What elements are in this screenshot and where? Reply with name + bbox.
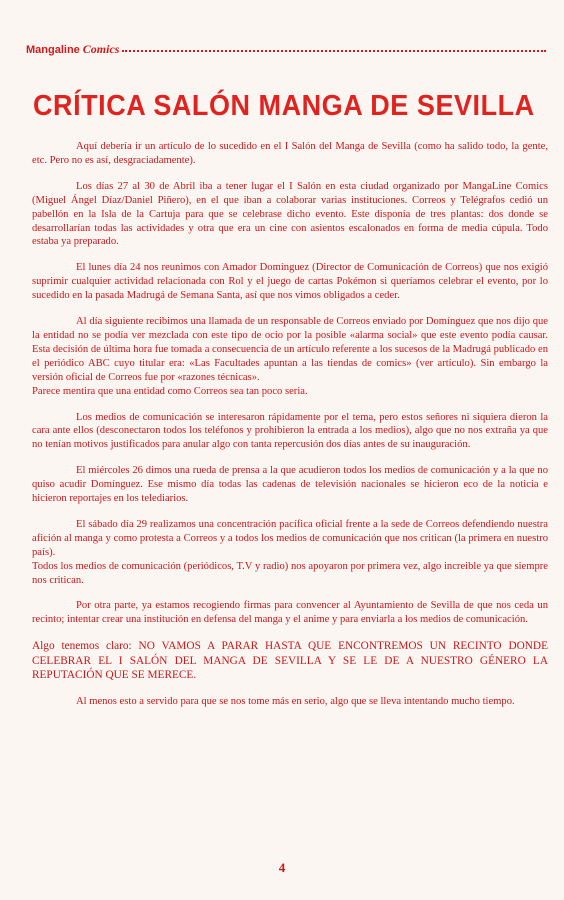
paragraph: El lunes día 24 nos reunimos con Amador Domínguez (Director de Comunicación de Correos) que nos exigió suprimir cualquier actividad relacionada con Rol y el juego de cartas Pokémon si queríamos celebrar el evento, por lo sucedido en la pasada Madrugá de Semana Santa, así que nos vimos obligados a ceder. xyxy=(32,262,548,302)
paragraph: Algo tenemos claro: NO VAMOS A PARAR HASTA QUE ENCONTREMOS UN RECINTO DONDE CELEBRAR EL I SALÓN DEL MANGA DE SEVILLA Y SE LE DE A NUESTRO GÉNERO LA REPUTACIÓN QUE SE MERECE. xyxy=(32,640,548,682)
paragraph: Por otra parte, ya estamos recogiendo firmas para convencer al Ayuntamiento de Sevilla de que nos ceda un recinto; intentar crear una institución en defensa del manga y el anime y para enviarla a los medios de comunicación. xyxy=(32,600,548,626)
paragraph: Parece mentira que una entidad como Correos sea tan poco seria. xyxy=(32,385,308,397)
brand-main: Mangaline xyxy=(26,44,80,56)
header-rule xyxy=(122,50,546,52)
article-body xyxy=(32,140,548,721)
paragraph: Aquí debería ir un artículo de lo sucedido en el I Salón del Manga de Sevilla (como ha salido todo, la gente, etc. Pero no es así, desgraciadamente). xyxy=(32,141,548,166)
paragraph: El miércoles 26 dimos una rueda de prensa a la que acudieron todos los medios de comunicación y a la que no quiso acudir Domínguez. Ese mismo día todas las cadenas de televisión nacionales se hicieron eco de la noticia e hicieron reportajes en los telediarios. xyxy=(32,465,548,505)
running-header xyxy=(26,42,546,57)
paragraph: Todos los medios de comunicación (periódicos, T.V y radio) nos apoyaron por primera vez, algo increible ya que siempre nos critican. xyxy=(32,560,548,586)
brand-logo xyxy=(26,42,119,57)
paragraph: El sábado día 29 realizamos una concentración pacífica oficial frente a la sede de Correos defendiendo nuestra afición al manga y como protesta a Correos y a todos los medios de comunicación que nos critican (la primera en nuestro país). xyxy=(32,518,548,558)
paragraph: Los días 27 al 30 de Abril iba a tener lugar el I Salón en esta ciudad organizado por MangaLine Comics (Miguel Ángel Díaz/Daniel Piñero), en el que iban a colaborar varias instituciones. Correos y Telégrafos cedió un pabellón en la Isla de la Cartuja para que se celebrase dicho evento. Este disponía de tres plantas: dos donde se desarrollarían todas las actividades y otra que era un cine con asientos escalonados en forma de media cúpula. Todo estaba ya preparado. xyxy=(32,180,548,248)
brand-italic: Comics xyxy=(82,42,120,56)
paragraph: Los medios de comunicación se interesaron rápidamente por el tema, pero estos señores ni siquiera dieron la cara ante ellos (desconectaron todos los teléfonos y prohibieron la entrada a los medios), algo que no nos extraña ya que no tenían motivos justificados para anular algo con tanta repercusión dos días antes de su inauguración. xyxy=(32,411,548,451)
article-title: CRÍTICA SALÓN MANGA DE SEVILLA xyxy=(33,90,535,122)
paragraph: Al menos esto a servido para que se nos tome más en serio, algo que se lleva intentando mucho tiempo. xyxy=(76,696,515,708)
paragraph: Al día siguiente recibimos una llamada de un responsable de Correos enviado por Domínguez que nos dijo que la entidad no se podía ver mezclada con este tipo de ocio por la posible «alarma social» que este evento podía causar. Esta decisión de última hora fue tomada a consecuencia de un artículo referente a los sucesos de la Madrugá publicado en el periódico ABC cuyo titular era: «Las Facultades apuntan a las tiendas de comics» (ver artículo). Sin embargo la versión oficial de Correos fue por «razones técnicas». xyxy=(32,316,548,383)
page-number: 4 xyxy=(278,860,286,875)
